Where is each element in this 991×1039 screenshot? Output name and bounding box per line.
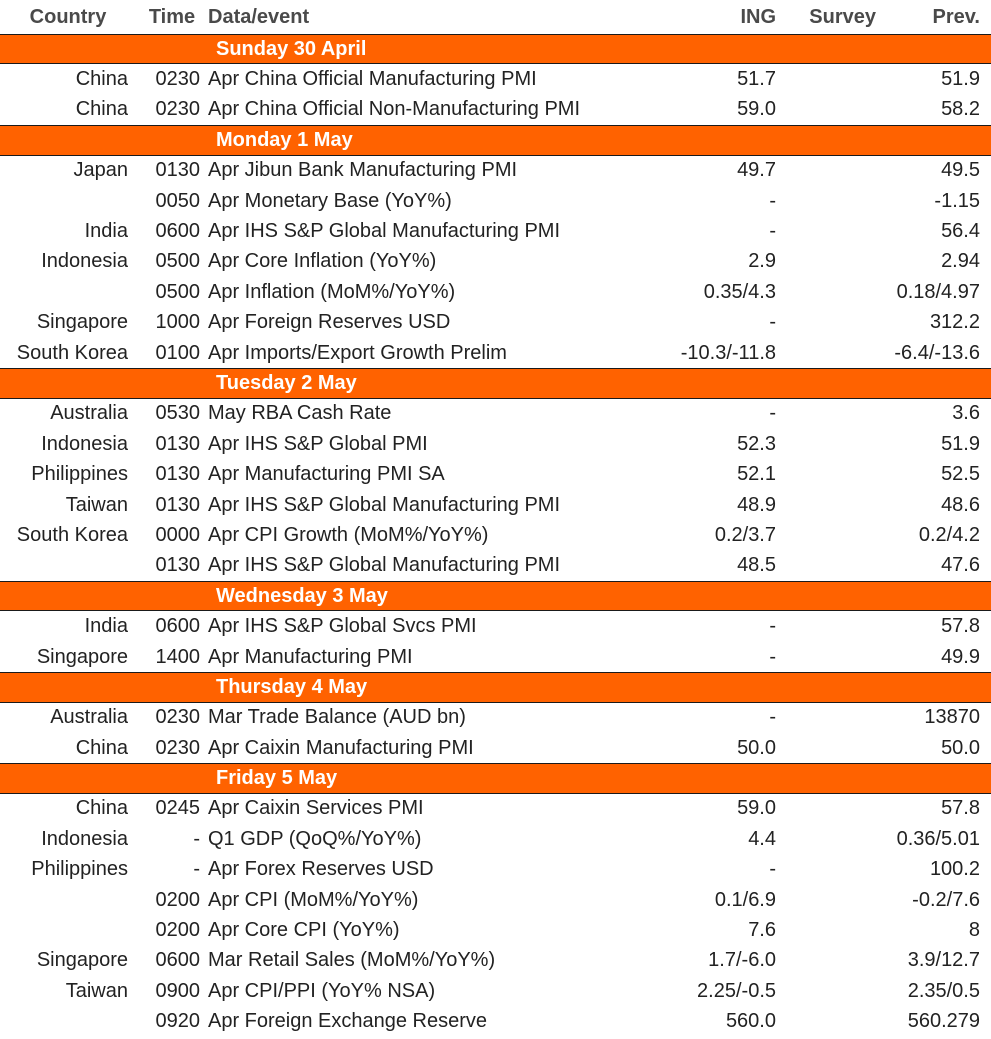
cell-prev: 56.4 [941, 220, 980, 243]
cell-time: 0230 [155, 736, 200, 759]
day-header-row [0, 368, 991, 398]
cell-ing: - [769, 311, 776, 334]
cell-ing: 4.4 [748, 827, 776, 850]
cell-country: Australia [50, 402, 128, 425]
cell-event: Apr Manufacturing PMI [208, 645, 413, 668]
cell-ing: 48.9 [737, 493, 776, 516]
cell-time: 0200 [155, 888, 200, 911]
cell-country: Indonesia [41, 432, 128, 455]
cell-time: 0200 [155, 919, 200, 942]
cell-prev: 52.5 [941, 463, 980, 486]
day-header-row [0, 581, 991, 611]
cell-time: 0920 [155, 1010, 200, 1033]
table-row [0, 855, 991, 885]
table-row [0, 520, 991, 550]
cell-prev: 3.6 [952, 402, 980, 425]
cell-time: 0230 [155, 98, 200, 121]
cell-country: Singapore [36, 949, 128, 972]
table-row [0, 915, 991, 945]
cell-ing: 59.0 [737, 98, 776, 121]
cell-prev: 312.2 [929, 311, 980, 334]
table-row [0, 459, 991, 489]
cell-ing: - [769, 402, 776, 425]
cell-time: - [193, 858, 200, 881]
day-label: Wednesday 3 May [216, 584, 388, 607]
cell-ing: 560.0 [725, 1010, 776, 1033]
cell-event: Apr Manufacturing PMI SA [208, 463, 445, 486]
cell-event: Apr CPI/PPI (YoY% NSA) [208, 979, 436, 1002]
table-row [0, 216, 991, 246]
cell-country: Japan [73, 159, 128, 182]
cell-time: 0245 [155, 797, 200, 820]
cell-ing: 0.2/3.7 [714, 523, 776, 546]
table-row [0, 277, 991, 307]
table-row [0, 946, 991, 976]
table-row [0, 703, 991, 733]
cell-time: 0130 [155, 554, 200, 577]
cell-prev: 13870 [924, 706, 980, 729]
table-row [0, 338, 991, 368]
cell-country: South Korea [16, 341, 128, 364]
table-header [0, 0, 991, 34]
day-label: Tuesday 2 May [216, 371, 357, 394]
cell-event: Apr IHS S&P Global Svcs PMI [208, 615, 477, 638]
table-row [0, 399, 991, 429]
cell-country: Australia [50, 706, 128, 729]
cell-time: 0130 [155, 432, 200, 455]
cell-prev: 48.6 [941, 493, 980, 516]
cell-time: 0050 [155, 189, 200, 212]
cell-country: India [84, 220, 128, 243]
cell-event: Apr Caixin Services PMI [208, 797, 424, 820]
cell-time: 0230 [155, 68, 200, 91]
header-survey: Survey [809, 5, 876, 28]
cell-prev: 57.8 [941, 615, 980, 638]
cell-ing: 2.25/-0.5 [697, 979, 776, 1002]
header-ing: ING [740, 5, 776, 28]
cell-prev: 2.35/0.5 [907, 979, 980, 1002]
cell-time: 0500 [155, 250, 200, 273]
cell-ing: 50.0 [737, 736, 776, 759]
day-header-row [0, 34, 991, 64]
header-prev: Prev. [932, 5, 980, 28]
cell-time: 0130 [155, 463, 200, 486]
cell-country: Singapore [36, 311, 128, 334]
cell-event: Q1 GDP (QoQ%/YoY%) [208, 827, 422, 850]
day-label: Friday 5 May [216, 767, 338, 790]
table-row [0, 64, 991, 94]
cell-prev: 58.2 [941, 98, 980, 121]
cell-ing: - [769, 189, 776, 212]
cell-prev: 49.5 [941, 159, 980, 182]
cell-ing: 0.35/4.3 [703, 280, 776, 303]
cell-prev: 0.2/4.2 [918, 523, 980, 546]
cell-prev: -6.4/-13.6 [894, 341, 980, 364]
cell-ing: 7.6 [748, 919, 776, 942]
cell-ing: 51.7 [737, 68, 776, 91]
cell-prev: 2.94 [941, 250, 980, 273]
cell-country: Indonesia [41, 827, 128, 850]
cell-event: Apr IHS S&P Global Manufacturing PMI [208, 493, 561, 516]
day-label: Monday 1 May [216, 128, 353, 151]
table-row [0, 824, 991, 854]
cell-time: 0600 [155, 220, 200, 243]
cell-time: 1000 [155, 311, 200, 334]
table-row [0, 429, 991, 459]
cell-time: 0900 [155, 979, 200, 1002]
cell-event: Mar Retail Sales (MoM%/YoY%) [208, 949, 496, 972]
cell-ing: 49.7 [737, 159, 776, 182]
table-row [0, 551, 991, 581]
cell-ing: - [769, 706, 776, 729]
table-row [0, 186, 991, 216]
table-row [0, 976, 991, 1006]
cell-prev: -1.15 [934, 189, 980, 212]
table-row [0, 642, 991, 672]
cell-prev: 49.9 [941, 645, 980, 668]
day-header-row [0, 672, 991, 702]
cell-ing: -10.3/-11.8 [680, 341, 776, 364]
table-row [0, 308, 991, 338]
cell-event: Apr Inflation (MoM%/YoY%) [208, 280, 456, 303]
table-row [0, 611, 991, 641]
cell-time: 0000 [155, 523, 200, 546]
header-time: Time [148, 5, 196, 28]
cell-event: Apr Imports/Export Growth Prelim [208, 341, 507, 364]
cell-country: Taiwan [65, 493, 128, 516]
table-body [0, 34, 991, 1037]
cell-ing: - [769, 615, 776, 638]
cell-time: 1400 [155, 645, 200, 668]
cell-event: Apr China Official Non-Manufacturing PMI [208, 98, 581, 121]
cell-prev: 50.0 [941, 736, 980, 759]
cell-event: Apr CPI (MoM%/YoY%) [208, 888, 419, 911]
table-row [0, 885, 991, 915]
cell-event: Mar Trade Balance (AUD bn) [208, 706, 466, 729]
cell-event: Apr Jibun Bank Manufacturing PMI [208, 159, 518, 182]
cell-prev: 0.36/5.01 [896, 827, 980, 850]
cell-prev: 51.9 [941, 68, 980, 91]
cell-event: Apr Foreign Reserves USD [208, 311, 451, 334]
cell-event: Apr Forex Reserves USD [208, 858, 434, 881]
cell-country: South Korea [16, 523, 128, 546]
cell-event: Apr IHS S&P Global Manufacturing PMI [208, 220, 561, 243]
cell-prev: 3.9/12.7 [907, 949, 980, 972]
cell-prev: 57.8 [941, 797, 980, 820]
cell-time: 0130 [155, 159, 200, 182]
cell-time: 0530 [155, 402, 200, 425]
cell-country: China [75, 736, 128, 759]
cell-prev: 47.6 [941, 554, 980, 577]
table-row [0, 95, 991, 125]
table-row [0, 794, 991, 824]
cell-event: Apr China Official Manufacturing PMI [208, 68, 537, 91]
header-country: Country [29, 5, 107, 28]
cell-prev: 560.279 [907, 1010, 980, 1033]
cell-country: China [75, 797, 128, 820]
cell-prev: 100.2 [929, 858, 980, 881]
cell-country: China [75, 68, 128, 91]
cell-prev: -0.2/7.6 [912, 888, 980, 911]
cell-ing: 52.1 [737, 463, 776, 486]
table-row [0, 247, 991, 277]
cell-ing: - [769, 220, 776, 243]
cell-time: 0230 [155, 706, 200, 729]
cell-event: Apr Core Inflation (YoY%) [208, 250, 437, 273]
day-label: Sunday 30 April [216, 37, 367, 60]
cell-event: Apr IHS S&P Global Manufacturing PMI [208, 554, 561, 577]
cell-event: Apr Monetary Base (YoY%) [208, 189, 452, 212]
cell-ing: 2.9 [748, 250, 776, 273]
cell-country: India [84, 615, 128, 638]
cell-ing: - [769, 858, 776, 881]
cell-ing: 0.1/6.9 [714, 888, 776, 911]
cell-time: 0600 [155, 949, 200, 972]
cell-event: Apr IHS S&P Global PMI [208, 432, 428, 455]
table-row [0, 490, 991, 520]
cell-time: - [193, 827, 200, 850]
cell-prev: 0.18/4.97 [896, 280, 980, 303]
day-label: Thursday 4 May [216, 675, 368, 698]
cell-ing: 48.5 [737, 554, 776, 577]
cell-country: Philippines [31, 463, 128, 486]
cell-time: 0600 [155, 615, 200, 638]
cell-prev: 8 [968, 919, 980, 942]
cell-event: Apr CPI Growth (MoM%/YoY%) [208, 523, 489, 546]
cell-event: May RBA Cash Rate [208, 402, 392, 425]
cell-ing: 1.7/-6.0 [708, 949, 776, 972]
table-row [0, 733, 991, 763]
cell-prev: 51.9 [941, 432, 980, 455]
header-event: Data/event [208, 5, 310, 28]
day-header-row [0, 125, 991, 155]
cell-time: 0500 [155, 280, 200, 303]
cell-time: 0100 [155, 341, 200, 364]
table-row [0, 1007, 991, 1037]
cell-ing: 52.3 [737, 432, 776, 455]
cell-event: Apr Caixin Manufacturing PMI [208, 736, 474, 759]
cell-event: Apr Foreign Exchange Reserve [208, 1010, 488, 1033]
cell-country: Indonesia [41, 250, 128, 273]
day-header-row [0, 763, 991, 793]
cell-country: Philippines [31, 858, 128, 881]
cell-ing: - [769, 645, 776, 668]
cell-ing: 59.0 [737, 797, 776, 820]
cell-country: China [75, 98, 128, 121]
table-row [0, 156, 991, 186]
cell-time: 0130 [155, 493, 200, 516]
cell-country: Singapore [36, 645, 128, 668]
cell-event: Apr Core CPI (YoY%) [208, 919, 400, 942]
cell-country: Taiwan [65, 979, 128, 1002]
